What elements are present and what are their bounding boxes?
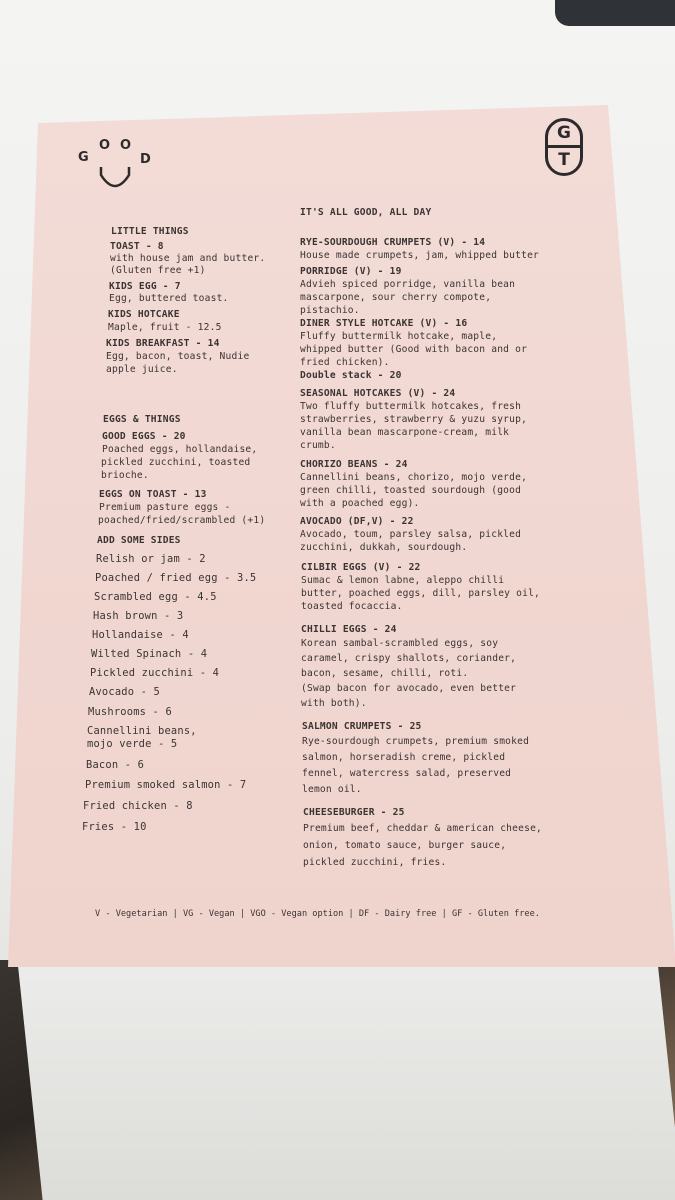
menu-item-title: CHORIZO BEANS - 24 bbox=[300, 459, 408, 470]
side-item: Hash brown - 3 bbox=[93, 610, 184, 622]
menu-item-title: Double stack - 20 bbox=[300, 370, 402, 381]
side-item: Relish or jam - 2 bbox=[96, 553, 206, 565]
menu-item-desc: onion, tomato sauce, burger sauce, bbox=[303, 840, 507, 851]
menu-item-desc: caramel, crispy shallots, coriander, bbox=[301, 653, 517, 664]
menu-item-desc: brioche. bbox=[101, 470, 149, 481]
gt-logo bbox=[545, 118, 583, 176]
menu-item-desc: Advieh spiced porridge, vanilla bean bbox=[300, 279, 516, 290]
menu-item-title: RYE-SOURDOUGH CRUMPETS (V) - 14 bbox=[300, 237, 486, 248]
gt-divider bbox=[548, 145, 580, 148]
side-item: mojo verde - 5 bbox=[87, 738, 178, 750]
menu-item-desc: Sumac & lemon labne, aleppo chilli bbox=[301, 575, 505, 586]
menu-item-desc: poached/fried/scrambled (+1) bbox=[98, 515, 266, 526]
menu-item-title: CHILLI EGGS - 24 bbox=[301, 624, 397, 635]
menu-item-desc: with a poached egg). bbox=[300, 498, 420, 509]
section-heading: EGGS & THINGS bbox=[103, 414, 181, 425]
side-item: Pickled zucchini - 4 bbox=[90, 667, 220, 679]
menu-item-desc: salmon, horseradish creme, pickled bbox=[302, 752, 506, 763]
menu-item-title: TOAST - 8 bbox=[110, 241, 164, 252]
section-heading: LITTLE THINGS bbox=[111, 226, 189, 237]
logo-letter-g: G bbox=[78, 150, 89, 165]
white-tray bbox=[17, 960, 675, 1200]
menu-item-desc: green chilli, toasted sourdough (good bbox=[300, 485, 522, 496]
menu-item-desc: (Swap bacon for avocado, even better bbox=[301, 683, 517, 694]
menu-item-title: CHEESEBURGER - 25 bbox=[303, 807, 405, 818]
side-item: Premium smoked salmon - 7 bbox=[85, 779, 247, 791]
menu-item-title: AVOCADO (DF,V) - 22 bbox=[300, 516, 414, 527]
side-item: Fried chicken - 8 bbox=[83, 800, 193, 812]
menu-item-desc: Egg, bacon, toast, Nudie bbox=[106, 351, 250, 362]
menu-item-title: KIDS HOTCAKE bbox=[108, 309, 180, 320]
menu-item-title: DINER STYLE HOTCAKE (V) - 16 bbox=[300, 318, 468, 329]
menu-item-desc: butter, poached eggs, dill, parsley oil, bbox=[301, 588, 541, 599]
menu-item-desc: with house jam and butter. bbox=[110, 253, 266, 264]
device-corner bbox=[555, 0, 675, 26]
menu-item-desc: Cannellini beans, chorizo, mojo verde, bbox=[300, 472, 528, 483]
logo-letter-o1: O bbox=[99, 138, 111, 153]
gt-letter-g: G bbox=[557, 123, 571, 143]
menu-item-desc: (Gluten free +1) bbox=[110, 265, 206, 276]
menu-item-desc: bacon, sesame, chilli, roti. bbox=[301, 668, 469, 679]
menu-item-desc: mascarpone, sour cherry compote, bbox=[300, 292, 492, 303]
menu-item-desc: vanilla bean mascarpone-cream, milk bbox=[300, 427, 510, 438]
menu-item-title: KIDS BREAKFAST - 14 bbox=[106, 338, 220, 349]
logo-letter-o2: O bbox=[120, 138, 132, 153]
menu-item-title: CILBIR EGGS (V) - 22 bbox=[301, 562, 421, 573]
menu-item-desc: Avocado, toum, parsley salsa, pickled bbox=[300, 529, 522, 540]
menu-item-desc: toasted focaccia. bbox=[301, 601, 403, 612]
menu-item-desc: fennel, watercress salad, preserved bbox=[302, 768, 512, 779]
menu-item-desc: Two fluffy buttermilk hotcakes, fresh bbox=[300, 401, 522, 412]
menu-item-desc: Egg, buttered toast. bbox=[109, 293, 229, 304]
menu-item-title: SEASONAL HOTCAKES (V) - 24 bbox=[300, 388, 456, 399]
logo-letter-d: D bbox=[140, 152, 151, 167]
menu-item-desc: crumb. bbox=[300, 440, 336, 451]
menu-item-desc: pistachio. bbox=[300, 305, 360, 316]
side-item: Hollandaise - 4 bbox=[92, 629, 189, 641]
menu-item-desc: Poached eggs, hollandaise, bbox=[102, 444, 258, 455]
menu-item-title: EGGS ON TOAST - 13 bbox=[99, 489, 207, 500]
side-item: Fries - 10 bbox=[82, 821, 147, 833]
menu-item-desc: apple juice. bbox=[106, 364, 178, 375]
menu-item-desc: pickled zucchini, fries. bbox=[303, 857, 447, 868]
side-item: Mushrooms - 6 bbox=[88, 706, 172, 718]
menu-item-desc: Fluffy buttermilk hotcake, maple, bbox=[300, 331, 498, 342]
side-item: Scrambled egg - 4.5 bbox=[94, 591, 217, 603]
section-heading: IT'S ALL GOOD, ALL DAY bbox=[300, 207, 432, 218]
gt-letter-t: T bbox=[558, 150, 570, 170]
menu-item-desc: Premium pasture eggs - bbox=[99, 502, 231, 513]
menu-item-desc: Premium beef, cheddar & american cheese, bbox=[303, 823, 543, 834]
menu-item-desc: fried chicken). bbox=[300, 357, 390, 368]
side-item: Bacon - 6 bbox=[86, 759, 145, 771]
menu-item-desc: Rye-sourdough crumpets, premium smoked bbox=[302, 736, 530, 747]
side-item: Avocado - 5 bbox=[89, 686, 161, 698]
dietary-legend: V - Vegetarian | VG - Vegan | VGO - Vegan option | DF - Dairy free | GF - Gluten free. bbox=[95, 909, 540, 919]
menu-item-title: GOOD EGGS - 20 bbox=[102, 431, 186, 442]
side-item: Cannellini beans, bbox=[87, 725, 197, 737]
menu-item-title: KIDS EGG - 7 bbox=[109, 281, 181, 292]
side-item: Poached / fried egg - 3.5 bbox=[95, 572, 257, 584]
menu-item-desc: lemon oil. bbox=[302, 784, 362, 795]
menu-item-desc: House made crumpets, jam, whipped butter bbox=[300, 250, 540, 261]
menu-item-title: SALMON CRUMPETS - 25 bbox=[302, 721, 422, 732]
menu-item-desc: zucchini, dukkah, sourdough. bbox=[300, 542, 468, 553]
menu-item-desc: strawberries, strawberry & yuzu syrup, bbox=[300, 414, 528, 425]
menu-item-desc: whipped butter (Good with bacon and or bbox=[300, 344, 528, 355]
smile-icon bbox=[98, 165, 132, 191]
menu-item-desc: with both). bbox=[301, 698, 367, 709]
section-heading: ADD SOME SIDES bbox=[97, 535, 181, 546]
side-item: Wilted Spinach - 4 bbox=[91, 648, 208, 660]
menu-item-desc: Maple, fruit - 12.5 bbox=[108, 322, 222, 333]
menu-item-desc: pickled zucchini, toasted bbox=[101, 457, 251, 468]
menu-item-desc: Korean sambal-scrambled eggs, soy bbox=[301, 638, 499, 649]
menu-item-title: PORRIDGE (V) - 19 bbox=[300, 266, 402, 277]
